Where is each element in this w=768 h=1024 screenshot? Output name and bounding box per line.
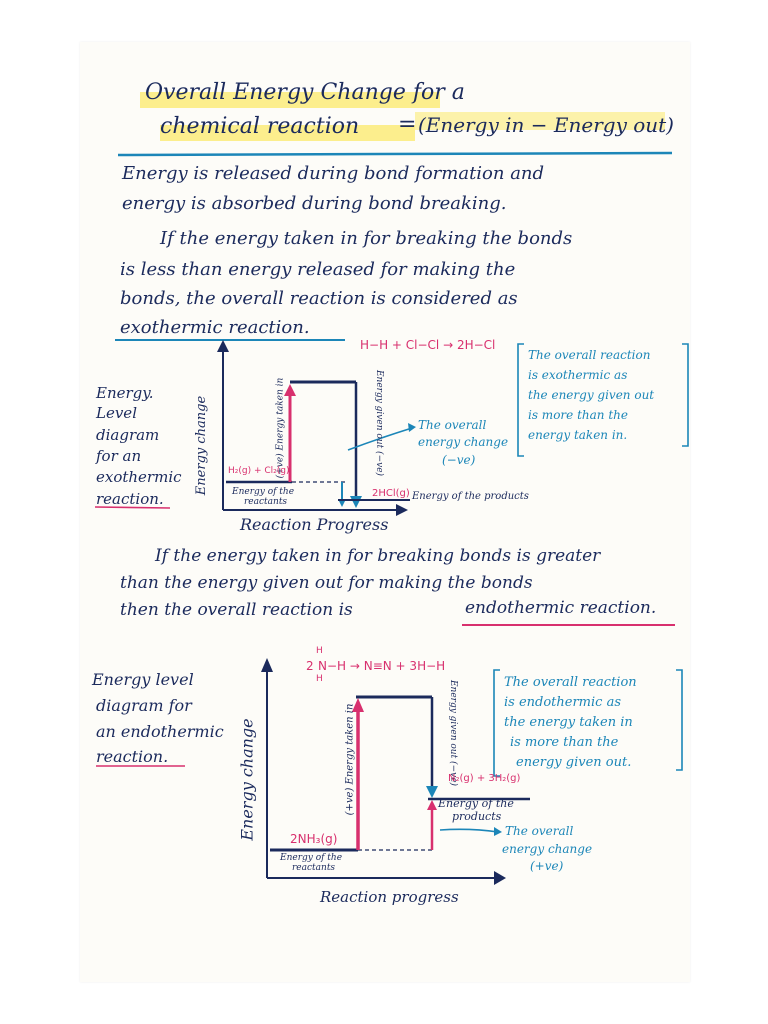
exo-taken-in-label: (+ve) Energy taken in	[275, 377, 286, 479]
endo-products-label-1: Energy of the	[438, 797, 514, 810]
title-line-2-a: chemical reaction	[160, 114, 360, 139]
exo-side-3: diagram	[96, 426, 160, 444]
exo-note-bracket-right	[682, 344, 688, 446]
intro-line-1: Energy is released during bond formation and	[122, 163, 545, 184]
exo-note-5: energy taken in.	[528, 428, 628, 442]
exo-reactants-label-2: reactants	[244, 497, 288, 507]
endo-taken-in-label: (+ve) Energy taken in	[344, 703, 356, 816]
intro-line-4: is less than energy released for making the	[120, 259, 516, 280]
endo-given-out-label: Energy given out (−ve)	[448, 679, 459, 787]
endo-products-species: N₂(g) + 3H₂(g)	[448, 773, 521, 784]
exo-y-arrowhead	[217, 340, 229, 352]
endo-diagram	[96, 658, 682, 885]
endo-x-arrowhead	[494, 871, 506, 885]
middle-line-3a: then the overall reaction is	[120, 600, 353, 620]
endo-note-2: is endothermic as	[504, 695, 621, 710]
exo-note-2: is exothermic as	[528, 368, 628, 382]
endo-pointer-arrowhead	[494, 827, 502, 836]
endo-eq-top: H	[316, 646, 323, 656]
endo-eq-prefix: 2	[306, 659, 314, 673]
endo-note-bracket	[494, 670, 500, 776]
exo-note-3: the energy given out	[528, 388, 655, 402]
intro-line-6: exothermic reaction.	[120, 317, 310, 338]
endo-down-arrowhead	[426, 786, 438, 798]
endo-overall-1: The overall	[505, 824, 574, 838]
endo-y-arrowhead	[261, 658, 273, 672]
exo-given-out-label: Energy given out (−ve)	[374, 369, 385, 477]
endo-side-4: reaction.	[96, 747, 169, 766]
exo-note-1: The overall reaction	[528, 348, 651, 362]
exo-products-label: Energy of the products	[412, 491, 529, 502]
endo-note-5: energy given out.	[516, 755, 632, 770]
exo-side-2: Level	[96, 404, 137, 422]
endo-eq-mid: N−H → N≡N + 3H−H	[318, 659, 446, 673]
intro-line-5: bonds, the overall reaction is considered as	[120, 288, 518, 309]
exo-reactants-label-1: Energy of the	[232, 487, 295, 497]
title-line-2-b: (Energy in − Energy out)	[418, 113, 674, 137]
exo-side-1: Energy.	[96, 384, 154, 402]
exo-y-axis-label: Energy change	[194, 395, 210, 496]
intro-line-3: If the energy taken in for breaking the bonds	[160, 228, 573, 249]
endo-side-2: diagram for	[96, 696, 192, 715]
exo-reactants-species: H₂(g) + Cl₂(g)	[228, 466, 290, 476]
intro-line-2: energy is absorbed during bond breaking.	[122, 193, 507, 214]
endo-overall-arrowhead	[427, 800, 437, 810]
exo-side-6: reaction.	[96, 490, 164, 508]
title-line-2-eq: =	[398, 112, 417, 137]
endo-note-bracket-right	[676, 670, 682, 770]
exo-side-4: for an	[96, 447, 142, 465]
endo-note-1: The overall reaction	[504, 675, 637, 690]
endo-eq-bottom: H	[316, 674, 323, 684]
exo-products-species: 2HCl(g)	[372, 488, 410, 499]
exo-note-4: is more than the	[528, 408, 628, 422]
endo-y-axis-label: Energy change	[237, 718, 257, 841]
title-underline	[118, 153, 672, 155]
middle-line-2: than the energy given out for making the bonds	[120, 573, 533, 593]
exo-x-arrowhead	[396, 504, 408, 516]
endo-note-3: the energy taken in	[504, 715, 633, 730]
exo-up-arrowhead	[284, 384, 296, 396]
exo-down-arrowhead	[350, 496, 362, 508]
endo-side-3: an endothermic	[96, 722, 224, 741]
endo-x-axis-label: Reaction progress	[320, 888, 459, 906]
endo-reactants-label-2: reactants	[292, 863, 336, 873]
exo-x-axis-label: Reaction Progress	[240, 515, 389, 534]
endo-products-label-2: products	[452, 810, 502, 823]
middle-line-1: If the energy taken in for breaking bonds is greater	[155, 546, 601, 566]
exo-overall-2: energy change	[418, 435, 509, 449]
endo-reactants-label-1: Energy of the	[280, 853, 343, 863]
endo-pointer-arrow	[440, 829, 498, 832]
exo-pointer-arrowhead	[408, 423, 416, 432]
title-line-1: Overall Energy Change for a	[145, 80, 465, 105]
exo-note-bracket	[518, 344, 524, 456]
endo-note-4: is more than the	[510, 735, 619, 750]
exo-equation: H−H + Cl−Cl → 2H−Cl	[360, 338, 496, 352]
exo-overall-1: The overall	[418, 418, 487, 432]
endo-reactants-species: 2NH₃(g)	[290, 832, 338, 846]
middle-line-3b: endothermic reaction.	[465, 598, 657, 618]
endo-overall-3: (+ve)	[530, 859, 564, 873]
endo-overall-2: energy change	[502, 842, 593, 856]
endo-side-1: Energy level	[92, 670, 194, 689]
exo-overall-3: (−ve)	[442, 453, 476, 467]
exo-side-5: exothermic	[96, 468, 182, 486]
